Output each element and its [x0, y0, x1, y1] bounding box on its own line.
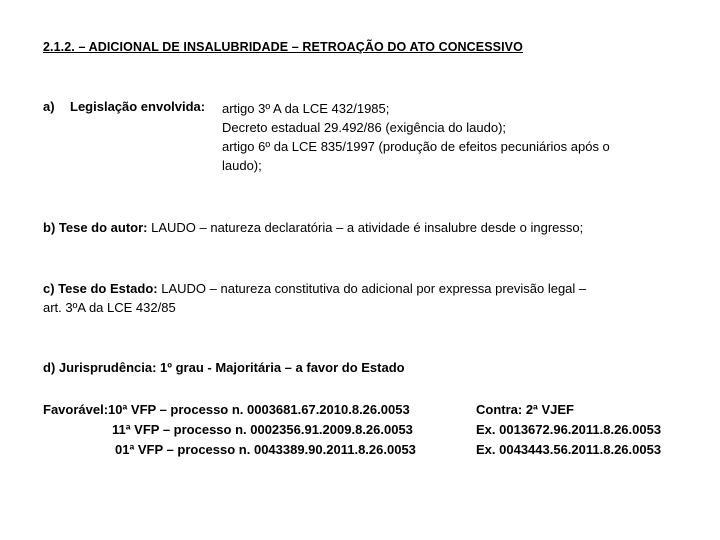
section-b-label: b) Tese do autor:: [43, 220, 148, 235]
section-b-text: LAUDO – natureza declaratória – a atividade é insalubre desde o ingresso;: [147, 220, 584, 235]
legislation-line: Decreto estadual 29.492/86 (exigência do laudo);: [222, 120, 507, 135]
contra-entry: Ex. 0043443.56.2011.8.26.0053: [476, 442, 662, 457]
favoravel-label: Favorável:: [43, 402, 109, 417]
section-c-label: c) Tese do Estado:: [43, 281, 158, 296]
contra-list: [476, 400, 661, 460]
contra-label: Contra: 2ª VJEF: [476, 402, 574, 417]
favoravel-list: [43, 400, 416, 460]
contra-entry: Ex. 0013672.96.2011.8.26.0053: [476, 422, 662, 437]
section-b-paragraph: [43, 218, 583, 237]
section-c-paragraph: [43, 279, 586, 317]
section-c-text-continued: art. 3ºA da LCE 432/85: [43, 300, 176, 315]
legislation-list: [222, 99, 610, 175]
legislation-line: laudo);: [222, 158, 262, 173]
legislation-line: artigo 6º da LCE 835/1997 (produção de efeitos pecuniários após o: [222, 139, 610, 154]
favoravel-entry: 11ª VFP – processo n. 0002356.91.2009.8.26.0053: [112, 422, 413, 437]
section-a-heading: Legislação envolvida:: [70, 99, 206, 114]
section-d-heading: d) Jurisprudência: 1º grau - Majoritária – a favor do Estado: [43, 360, 405, 375]
favoravel-entry: 01ª VFP – processo n. 0043389.90.2011.8.26.0053: [115, 442, 416, 457]
favoravel-entry: 10ª VFP – processo n. 0003681.67.2010.8.26.0053: [108, 402, 410, 417]
section-c-text: LAUDO – natureza constitutiva do adicional por expressa previsão legal –: [157, 281, 587, 296]
legislation-line: artigo 3º A da LCE 432/1985;: [222, 101, 390, 116]
section-a-marker: a): [43, 99, 55, 114]
document-title: 2.1.2. – ADICIONAL DE INSALUBRIDADE – RETROAÇÃO DO ATO CONCESSIVO: [43, 40, 523, 54]
